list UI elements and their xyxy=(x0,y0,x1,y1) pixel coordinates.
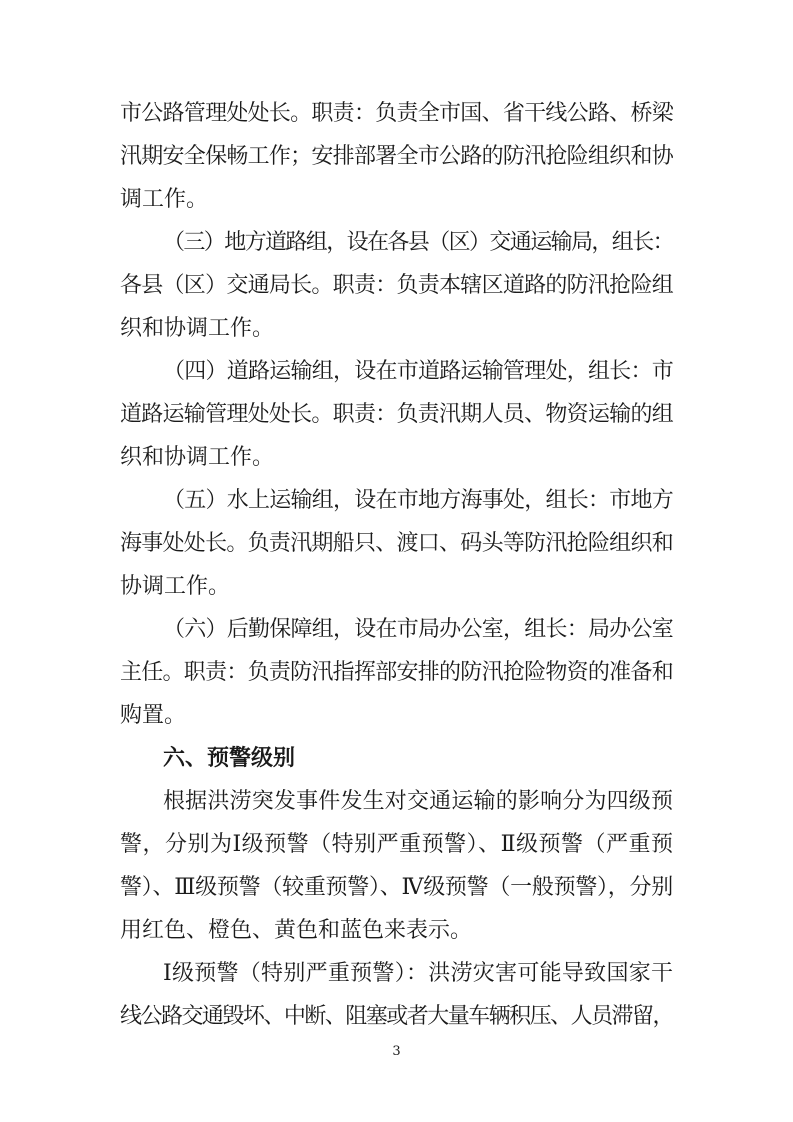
body-line xyxy=(0,400,793,430)
body-line xyxy=(0,271,793,301)
body-line xyxy=(0,959,793,989)
line-text: 海事处处长。负责汛期船只、渡口、码头等防汛抢险组织和 xyxy=(120,531,673,556)
body-line xyxy=(0,873,793,903)
line-text: 警，分别为Ⅰ级预警（特别严重预警）、Ⅱ级预警（严重预 xyxy=(120,832,674,857)
page-number: 3 xyxy=(392,1044,401,1059)
body-line xyxy=(0,314,793,344)
body-line xyxy=(0,787,793,817)
line-text: 调工作。 xyxy=(120,187,209,212)
body-line xyxy=(0,658,793,688)
body-line xyxy=(0,1002,793,1032)
body-line xyxy=(0,185,793,215)
section-heading xyxy=(0,744,793,774)
line-text: 线公路交通毁坏、中断、阻塞或者大量车辆积压、人员滞留， xyxy=(120,1004,673,1029)
body-line xyxy=(0,99,793,129)
line-text: 主任。职责：负责防汛指挥部安排的防汛抢险物资的准备和 xyxy=(120,660,673,685)
body-line xyxy=(0,615,793,645)
body-line xyxy=(0,916,793,946)
line-text: 购置。 xyxy=(120,703,187,728)
line-text: Ⅰ级预警（特别严重预警）：洪涝灾害可能导致国家干 xyxy=(163,961,674,986)
line-text: 道路运输管理处处长。职责：负责汛期人员、物资运输的组 xyxy=(120,402,673,427)
body-line xyxy=(0,486,793,516)
line-text: （六）后勤保障组，设在市局办公室，组长：局办公室 xyxy=(163,617,673,642)
line-text: 汛期安全保畅工作；安排部署全市公路的防汛抢险组织和协 xyxy=(120,144,673,169)
line-text: 市公路管理处处长。职责：负责全市国、省干线公路、桥梁 xyxy=(120,101,673,126)
body-line xyxy=(0,701,793,731)
body-line xyxy=(0,443,793,473)
line-text: （三）地方道路组，设在各县（区）交通运输局，组长： xyxy=(163,230,673,255)
line-text: 根据洪涝突发事件发生对交通运输的影响分为四级预 xyxy=(163,789,674,814)
line-text: 协调工作。 xyxy=(120,574,231,599)
body-line xyxy=(0,228,793,258)
line-text: 警）、Ⅲ级预警（较重预警）、Ⅳ级预警（一般预警），分别 xyxy=(120,875,673,900)
line-text: （四）道路运输组，设在市道路运输管理处，组长：市 xyxy=(163,359,673,384)
line-text: 用红色、橙色、黄色和蓝色来表示。 xyxy=(120,918,473,943)
body-line xyxy=(0,529,793,559)
section-heading-text: 六、预警级别 xyxy=(163,746,296,771)
line-text: 织和协调工作。 xyxy=(120,316,275,341)
body-line xyxy=(0,830,793,860)
line-text: 各县（区）交通局长。职责：负责本辖区道路的防汛抢险组 xyxy=(120,273,673,298)
body-line xyxy=(0,142,793,172)
body-line xyxy=(0,572,793,602)
body-line xyxy=(0,357,793,387)
line-text: （五）水上运输组，设在市地方海事处，组长：市地方 xyxy=(163,488,673,513)
line-text: 织和协调工作。 xyxy=(120,445,275,470)
